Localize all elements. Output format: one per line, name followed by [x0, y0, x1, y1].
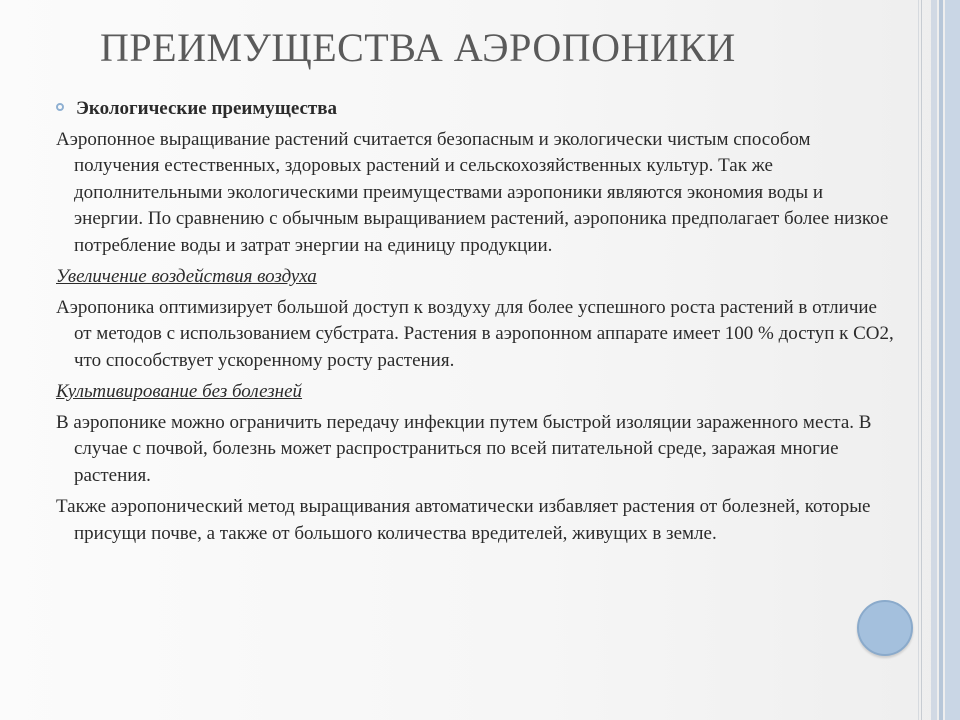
bullet-item: [56, 96, 896, 123]
frame-line-left: [918, 0, 919, 720]
side-stripe: [945, 0, 960, 720]
paragraph: В аэропонике можно ограничить передачу инфекции путем быстрой изоляции зараженного места. В случае с почвой, болезнь может распространиться по всей питательной среде, заражая многие растения.: [56, 411, 872, 486]
paragraph: Аэропонное выращивание растений считается безопасным и экологически чистым способом получения естественных, здоровых растений и сельскохозяйственных культур. Так же дополнительными экологическими преимуществами аэропоники являются экономия воды и энергии. По сравнению с обычным выращиванием растений, аэропоника предполагает более низкое потребление воды и затрат энергии на единицу продукции.: [56, 128, 889, 256]
side-stripe: [939, 0, 943, 720]
frame-line-right: [921, 0, 922, 720]
side-stripe: [931, 0, 937, 720]
bullet-circle-icon: [56, 103, 64, 111]
subheading: Увеличение воздействия воздуха: [56, 266, 317, 287]
paragraph: Аэропоника оптимизирует большой доступ к воздуху для более успешного роста растений в отличие от методов с использованием субстрата. Растения в аэропонном аппарате имеет 100 % доступ к CO2, что способствует ускоренному росту растения.: [56, 296, 894, 371]
paragraph: Также аэропонический метод выращивания автоматически избавляет растения от болезней, которые присущи почве, а также от большого количества вредителей, живущих в земле.: [56, 496, 871, 544]
slide-content: [56, 96, 896, 552]
subheading: Культивирование без болезней: [56, 381, 303, 402]
slide-title: ПРЕИМУЩЕСТВА АЭРОПОНИКИ: [100, 25, 736, 70]
section-heading: Экологические преимущества: [76, 98, 338, 119]
decorative-circle: [857, 600, 913, 656]
